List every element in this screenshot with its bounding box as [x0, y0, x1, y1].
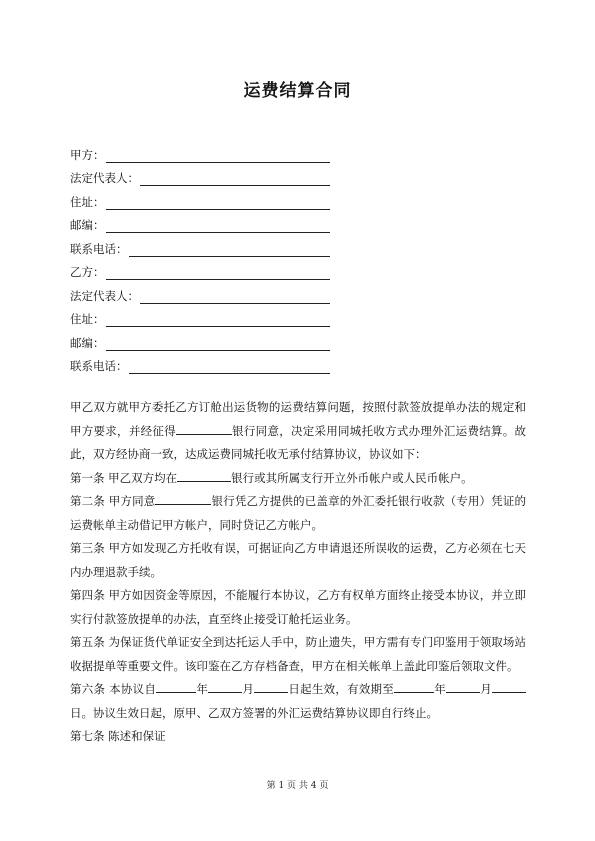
article-7: 第七条 陈述和保证 — [70, 729, 166, 743]
article-6-text: 第六条 本协议自 — [70, 682, 157, 696]
month-label: 月 — [480, 682, 493, 696]
field-party-b-postcode — [70, 327, 330, 351]
fill-line — [106, 219, 331, 233]
article-1-text: 第一条 甲乙双方均在 — [70, 470, 178, 485]
fill-line — [140, 290, 330, 304]
article-5: 第五条 为保证货代单证安全到达托运人手中，防止遗失，甲方需有专门印鉴用于领取场站收据提单等重要文件。该印鉴在乙方存档备查，甲方在相关帐单上盖此印鉴后领取文件。 — [70, 635, 526, 673]
field-label: 联系电话： — [70, 241, 128, 256]
field-party-b — [70, 257, 330, 281]
field-label: 住址： — [70, 194, 105, 209]
field-label: 乙方： — [70, 265, 105, 279]
field-label: 法定代表人： — [70, 288, 139, 303]
field-label: 住址： — [70, 312, 105, 326]
year-label: 年 — [434, 682, 447, 696]
blank-year — [394, 680, 434, 693]
field-party-a-address — [70, 186, 330, 210]
blank-day — [492, 680, 526, 693]
fill-line — [140, 172, 330, 186]
fill-line — [106, 313, 331, 327]
intro-text: 甲乙双方就甲方委托乙方订舱出运货物的运费结算问题，按照付款签放提单办法的规定和甲方要求，并经征得 — [70, 400, 526, 438]
page-footer: 第 1 页 共 4 页 — [266, 781, 329, 791]
field-party-b-address — [70, 304, 330, 328]
contract-body — [70, 396, 526, 749]
fill-line — [129, 360, 331, 374]
article-2 — [70, 490, 526, 537]
field-party-b-phone — [70, 351, 330, 375]
field-party-a-phone — [70, 233, 330, 257]
field-party-a-representative — [70, 163, 330, 187]
party-info-fields — [70, 139, 330, 374]
month-label: 月 — [242, 682, 255, 696]
field-party-a — [70, 139, 330, 163]
article-3: 第三条 甲方如发现乙方托收有误，可据证向乙方申请退还所误收的运费，乙方必须在七天内办理退款手续。 — [70, 541, 526, 579]
blank-month — [208, 680, 242, 693]
fill-line — [106, 196, 331, 210]
blank-day — [254, 680, 288, 693]
blank-bank-name — [177, 469, 231, 482]
intro-text-cont: 银行同意，决定采用同城托收方式办理外汇运费结算。故此，双方经协商一致，达成运费同城托收无承付结算协议，协议如下： — [70, 423, 527, 461]
article-1-text-cont: 银行或其所属支行开立外币帐户或人民币帐户。 — [231, 470, 473, 485]
article-6-text-end: 日。协议生效日起，原甲、乙双方签署的外汇运费结算协议即自行终止。 — [70, 705, 438, 720]
fill-line — [106, 149, 331, 163]
intro-paragraph — [70, 396, 526, 467]
field-label: 联系电话： — [70, 359, 128, 373]
article-6-text-cont: 日起生效，有效期至 — [288, 682, 395, 696]
article-4: 第四条 甲方如因资金等原因，不能履行本协议，乙方有权单方面终止接受本协议，并立即实行付款签放提单的办法，直至终止接受订舱托运业务。 — [70, 588, 526, 626]
document-title: 运费结算合同 — [243, 81, 352, 101]
blank-bank-name — [155, 492, 211, 505]
field-label: 邮编： — [70, 335, 105, 350]
fill-line — [129, 243, 331, 257]
field-party-a-postcode — [70, 210, 330, 234]
year-label: 年 — [196, 682, 209, 696]
article-1 — [70, 467, 526, 491]
field-label: 法定代表人： — [70, 171, 139, 185]
field-label: 甲方： — [70, 147, 105, 162]
article-6 — [70, 678, 526, 725]
fill-line — [106, 266, 331, 280]
fill-line — [106, 337, 331, 351]
blank-month — [446, 680, 480, 693]
article-2-text: 第二条 甲方同意 — [70, 494, 156, 508]
field-party-b-representative — [70, 280, 330, 304]
article-2-text-cont: 银行凭乙方提供的已盖章的外汇委托银行收款（专用）凭证的运费帐单主动借记甲方帐户，同时贷记乙方帐户。 — [70, 494, 527, 532]
blank-bank-name — [176, 422, 232, 435]
field-label: 邮编： — [70, 218, 105, 232]
blank-year — [156, 680, 196, 693]
